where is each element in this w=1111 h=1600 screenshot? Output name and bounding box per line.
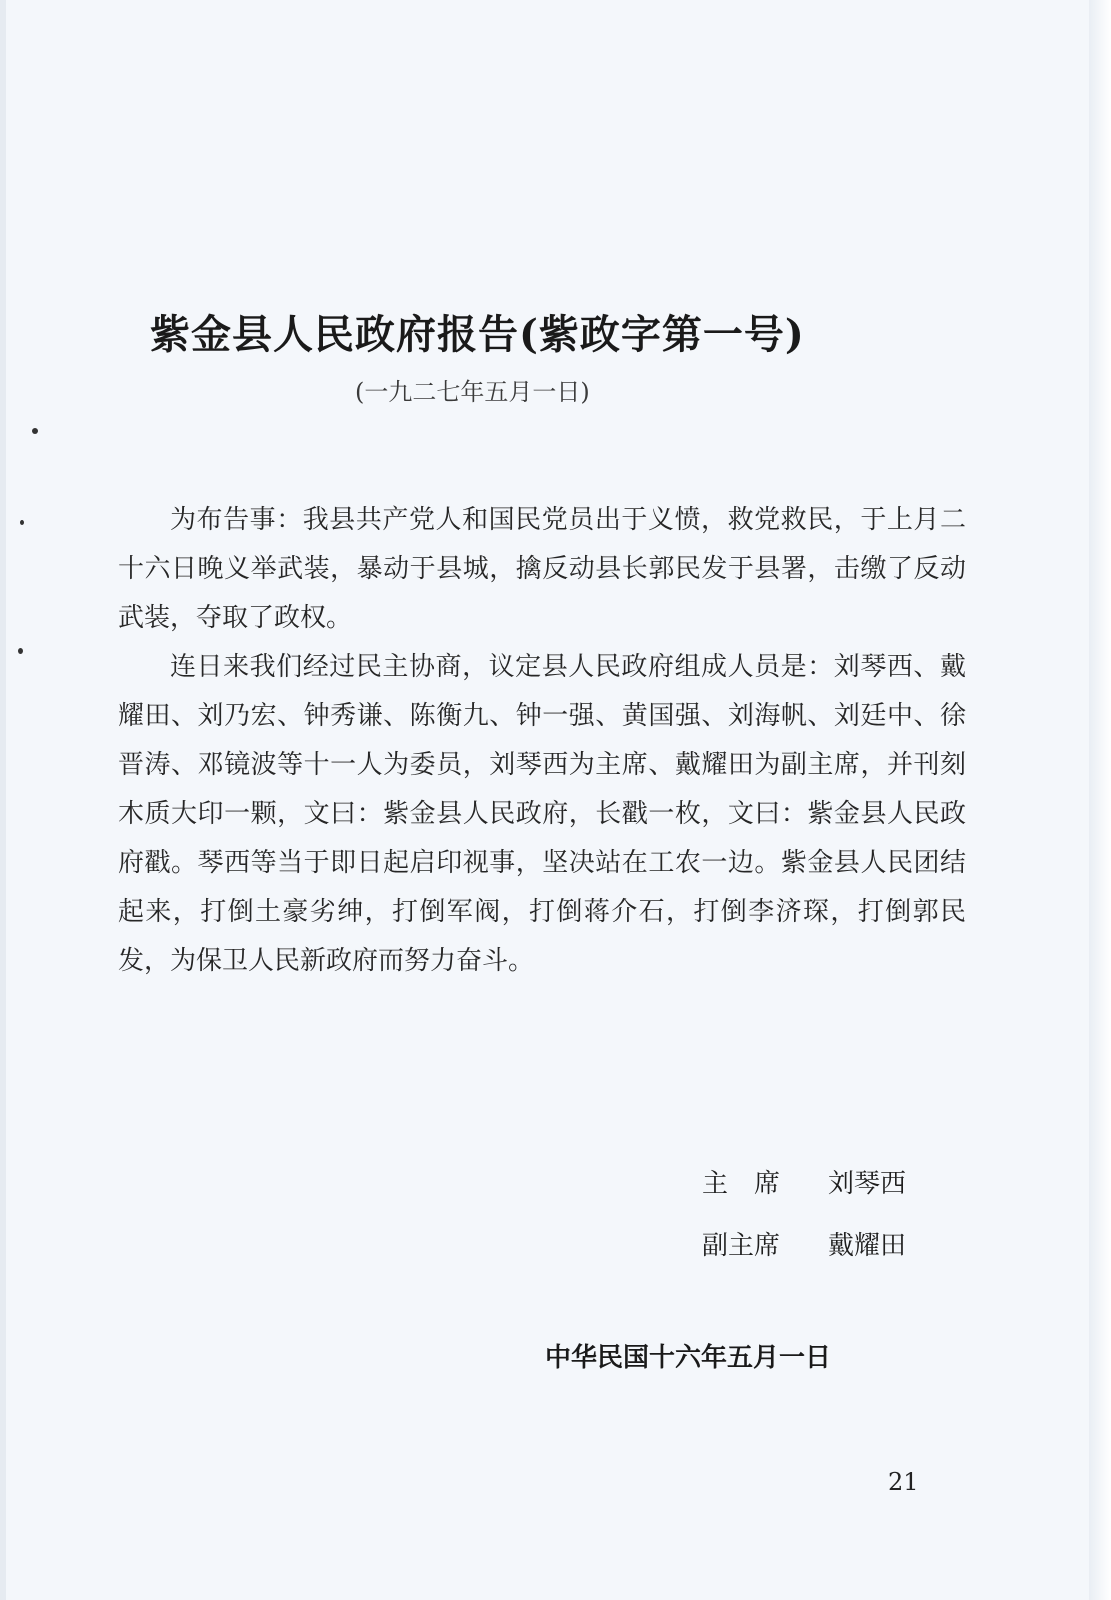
signature-vice-chairman bbox=[702, 1225, 906, 1262]
document-title: 紫金县人民政府报告(紫政字第一号) bbox=[150, 310, 805, 358]
document-body bbox=[118, 496, 966, 986]
body-paragraph-1: 为布告事：我县共产党人和国民党员出于义愤，救党救民，于上月二十六日晚义举武装，暴动于县城，擒反动县长郭民发于县署，击缴了反动武装，夺取了政权。 bbox=[118, 505, 966, 633]
signature-chairman bbox=[702, 1163, 906, 1200]
signature-name: 刘琴西 bbox=[828, 1169, 907, 1199]
body-paragraph-2: 连日来我们经过民主协商，议定县人民政府组成人员是：刘琴西、戴耀田、刘乃宏、钟秀谦、陈衡九、钟一强、黄国强、刘海帆、刘廷中、徐晋涛、邓镜波等十一人为委员，刘琴西为主席、戴耀田为副主席，并刊刻木质大印一颗，文曰：紫金县人民政府，长戳一枚，文曰：紫金县人民政府戳。琴西等当于即日起启印视事，坚决站在工农一边。紫金县人民团结起来，打倒土豪劣绅，打倒军阀，打倒蒋介石，打倒李济琛，打倒郭民发，为保卫人民新政府而努力奋斗。 bbox=[118, 652, 966, 976]
signature-role: 副主席 bbox=[702, 1231, 781, 1261]
scan-speck bbox=[32, 428, 38, 434]
page-number: 21 bbox=[888, 1468, 919, 1496]
scan-speck bbox=[18, 648, 23, 654]
page-left-edge bbox=[0, 0, 6, 1600]
signature-name: 戴耀田 bbox=[828, 1231, 907, 1261]
issue-date: 中华民国十六年五月一日 bbox=[545, 1343, 832, 1373]
document-subtitle-date: (一九二七年五月一日) bbox=[355, 378, 590, 406]
page-right-edge bbox=[1089, 0, 1111, 1600]
signature-role: 主席 bbox=[702, 1169, 807, 1199]
scan-speck bbox=[20, 520, 24, 525]
